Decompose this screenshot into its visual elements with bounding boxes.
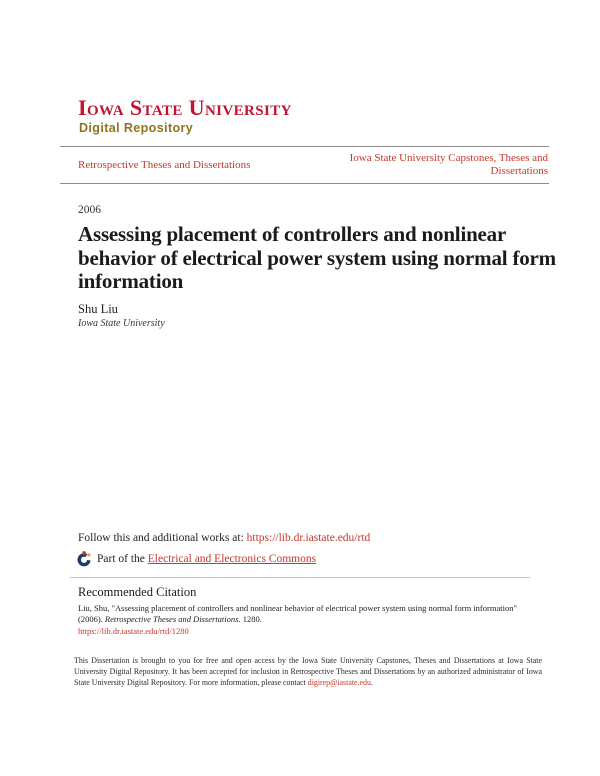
citation-text xyxy=(78,603,536,637)
repository-statement-period: . xyxy=(370,677,373,687)
university-wordmark: Iowa State University xyxy=(78,95,292,120)
author-affiliation: Iowa State University xyxy=(78,318,165,329)
part-of-label: Part of the xyxy=(97,553,148,565)
citation-divider xyxy=(70,577,530,578)
part-of-text xyxy=(97,553,316,565)
repository-statement xyxy=(74,656,542,688)
citation-body-text: Liu, Shu, "Assessing placement of controllers and nonlinear behavior of electrical power system using normal form information" (2006). xyxy=(78,603,517,624)
citation-series-name: Retrospective Theses and Dissertations xyxy=(104,614,239,624)
citation-url-link[interactable]: https://lib.dr.iastate.edu/rtd/1280 xyxy=(78,626,189,636)
author-name: Shu Liu xyxy=(78,302,118,316)
commons-link[interactable]: Electrical and Electronics Commons xyxy=(147,553,317,565)
digital-repository-brand: Digital Repository xyxy=(79,121,194,135)
follow-works-link[interactable]: https://lib.dr.iastate.edu/rtd xyxy=(246,532,371,544)
nav-link-capstones-theses[interactable]: Iowa State University Capstones, Theses and Dissertations xyxy=(349,151,548,177)
digital-commons-network-icon xyxy=(76,551,92,567)
nav-link-retrospective-theses[interactable]: Retrospective Theses and Dissertations xyxy=(78,159,251,171)
repository-statement-text: This Dissertation is brought to you for free and open access by the Iowa State University Capstones, Theses and Dissertations at Iowa State University Digital Repository. It has been accepted for inclusion in Retrospective Theses and Dissertations by an authorized administrator of Iowa State University Digital Repository. For more information, please contact xyxy=(74,656,542,687)
publication-year: 2006 xyxy=(78,204,101,216)
citation-record-number: . 1280. xyxy=(238,614,262,624)
contact-email-link[interactable]: digirep@iastate.edu xyxy=(307,677,371,687)
follow-works-line xyxy=(78,532,370,544)
part-of-line xyxy=(76,551,316,567)
recommended-citation-heading: Recommended Citation xyxy=(78,585,197,599)
series-nav-bar xyxy=(60,146,549,184)
dissertation-title: Assessing placement of controllers and nonlinear behavior of electrical power system using normal form information xyxy=(78,222,556,293)
follow-works-label: Follow this and additional works at: xyxy=(78,532,247,544)
